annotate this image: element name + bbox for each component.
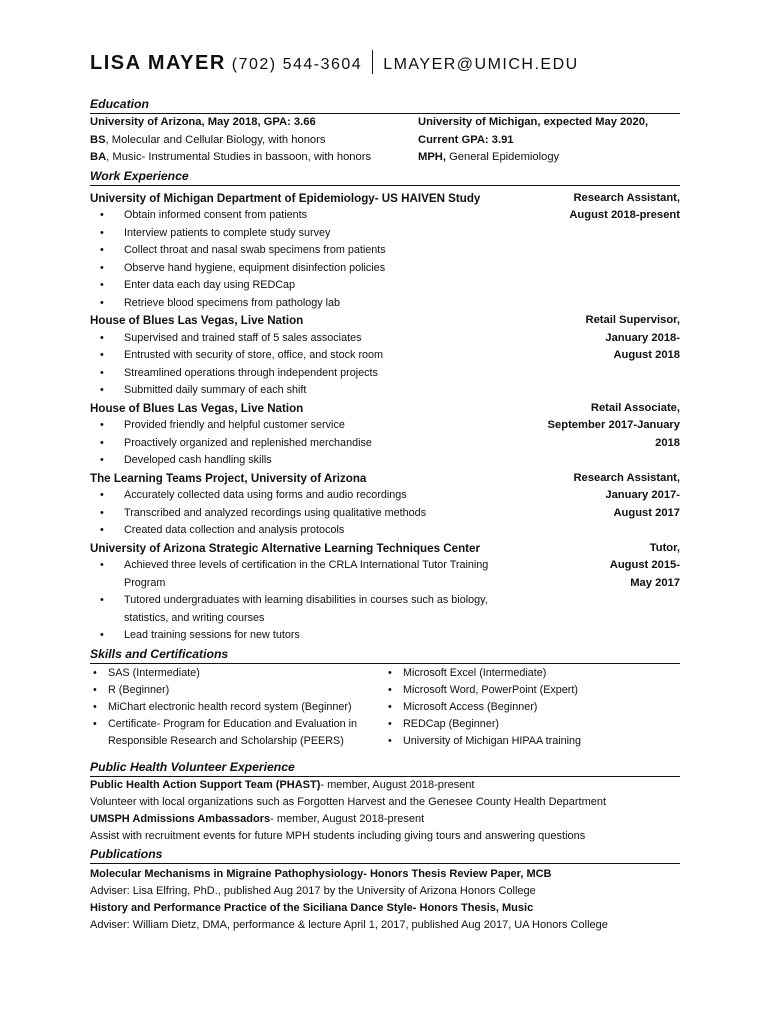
job-bullet: • Provided friendly and helpful customer service xyxy=(90,417,523,435)
job-bullet: • Retrieve blood specimens from pathology lab xyxy=(90,295,523,313)
school-name: University of Arizona, May 2018, GPA: 3.66 xyxy=(90,116,316,128)
skill-item: • R (Beginner) xyxy=(90,682,385,699)
school-name: University of Michigan, expected May 2020, xyxy=(418,116,649,128)
education-arizona xyxy=(90,114,410,167)
full-name: LISA MAYER xyxy=(90,52,226,74)
job-bullet: • Lead training sessions for new tutors xyxy=(90,627,523,645)
skill-item: • Certificate- Program for Education and Evaluation in Responsible Research and Scholarship (PEERS) xyxy=(90,716,385,750)
skill-item: • Microsoft Excel (Intermediate) xyxy=(385,665,680,682)
job-details xyxy=(90,312,523,400)
job-bullet: • Supervised and trained staff of 5 sales associates xyxy=(90,330,523,348)
volunteer-heading: Public Health Volunteer Experience xyxy=(90,758,680,777)
job-role: Retail Associate, xyxy=(590,401,680,414)
job-entry xyxy=(90,540,680,645)
job-organization: University of Arizona Strategic Alternative Learning Techniques Center xyxy=(90,541,480,555)
job-bullet: • Collect throat and nasal swab specimens from patients xyxy=(90,242,523,260)
job-bullet: • Developed cash handling skills xyxy=(90,452,523,470)
volunteer-role: - member, August 2018-present xyxy=(320,778,475,791)
education-section xyxy=(90,114,680,167)
job-bullet: • Transcribed and analyzed recordings using qualitative methods xyxy=(90,505,523,523)
job-bullet: • Obtain informed consent from patients xyxy=(90,207,523,225)
publications-heading: Publications xyxy=(90,845,680,864)
volunteer-organization: Public Health Action Support Team (PHAST) xyxy=(90,778,321,791)
job-entry xyxy=(90,470,680,540)
job-bullet: • Streamlined operations through independent projects xyxy=(90,365,523,383)
resume-header xyxy=(90,50,579,75)
degree-detail: , Music- Instrumental Studies in bassoon, with honors xyxy=(106,151,372,163)
email-address: LMAYER@UMICH.EDU xyxy=(383,56,579,73)
work-heading: Work Experience xyxy=(90,167,680,186)
job-role-dates xyxy=(523,312,680,400)
volunteer-role: - member, August 2018-present xyxy=(270,812,425,825)
job-dates: August 2018 xyxy=(613,349,680,361)
job-organization: House of Blues Las Vegas, Live Nation xyxy=(90,401,304,415)
job-entry xyxy=(90,312,680,400)
skill-item: • University of Michigan HIPAA training xyxy=(385,733,680,750)
job-bullet: • Submitted daily summary of each shift xyxy=(90,382,523,400)
job-bullet: • Interview patients to complete study survey xyxy=(90,225,523,243)
work-section xyxy=(90,190,680,645)
job-bullet: • Accurately collected data using forms and audio recordings xyxy=(90,487,523,505)
volunteer-description: Volunteer with local organizations such as Forgotten Harvest and the Genesee County Health Department xyxy=(90,795,607,808)
degree-detail: , Molecular and Cellular Biology, with honors xyxy=(105,133,326,146)
volunteer-entry xyxy=(90,811,680,828)
skill-item: • SAS (Intermediate) xyxy=(90,665,385,682)
skills-section xyxy=(90,664,680,750)
job-details xyxy=(90,540,523,645)
education-heading: Education xyxy=(90,95,680,114)
education-michigan xyxy=(418,114,680,167)
job-bullet: • Achieved three levels of certification in the CRLA International Tutor Training Program xyxy=(90,557,523,592)
skill-item: • MiChart electronic health record system (Beginner) xyxy=(90,699,385,716)
job-details xyxy=(90,400,523,470)
job-organization: House of Blues Las Vegas, Live Nation xyxy=(90,314,304,327)
job-role: Retail Supervisor, xyxy=(585,314,680,326)
volunteer-organization: UMSPH Admissions Ambassadors xyxy=(90,812,271,825)
job-dates: August 2017 xyxy=(613,506,680,519)
skills-right-column xyxy=(385,665,680,750)
job-dates: 2018 xyxy=(655,436,680,449)
degree-abbr: BA xyxy=(90,151,107,163)
job-dates: August 2015- xyxy=(609,559,680,571)
job-bullet: • Entrusted with security of store, office, and stock room xyxy=(90,347,523,365)
degree-detail: General Epidemiology xyxy=(445,151,560,163)
volunteer-description: Assist with recruitment events for future MPH students including giving tours and answering questions xyxy=(90,829,586,842)
job-organization: The Learning Teams Project, University of Arizona xyxy=(90,471,367,485)
school-gpa: Current GPA: 3.91 xyxy=(418,133,514,146)
skills-left-column xyxy=(90,665,385,750)
job-role-dates xyxy=(523,540,680,645)
phone-number: (702) 544-3604 xyxy=(231,56,363,73)
publication-details: Adviser: William Dietz, DMA, performance & lecture April 1, 2017, published Aug 2017, UA Honors College xyxy=(90,918,608,931)
degree-abbr: MPH, xyxy=(418,151,446,163)
skill-item: • REDCap (Beginner) xyxy=(385,716,680,733)
job-bullets xyxy=(90,207,523,312)
job-details xyxy=(90,470,523,540)
job-role-dates xyxy=(523,470,680,540)
job-details xyxy=(90,190,523,313)
job-role: Research Assistant, xyxy=(573,471,680,484)
job-bullets xyxy=(90,557,523,645)
job-dates: May 2017 xyxy=(630,576,680,589)
job-role-dates xyxy=(523,190,680,313)
resume-body xyxy=(90,95,680,934)
job-bullets xyxy=(90,330,523,400)
job-bullet: • Observe hand hygiene, equipment disinfection policies xyxy=(90,260,523,278)
job-dates: January 2018- xyxy=(605,331,680,344)
job-entry xyxy=(90,190,680,313)
publication-title: Molecular Mechanisms in Migraine Pathophysiology- Honors Thesis Review Paper, MCB xyxy=(90,867,552,880)
publication-details: Adviser: Lisa Elfring, PhD., published Aug 2017 by the University of Arizona Honors College xyxy=(90,884,536,897)
skills-heading: Skills and Certifications xyxy=(90,645,680,664)
job-bullet: • Proactively organized and replenished merchandise xyxy=(90,435,523,453)
publications-section xyxy=(90,866,680,934)
job-bullets xyxy=(90,417,523,470)
job-role: Research Assistant, xyxy=(573,191,680,204)
job-role: Tutor, xyxy=(649,541,680,554)
job-dates: January 2017- xyxy=(605,489,680,501)
header-divider xyxy=(372,50,373,74)
skill-item: • Microsoft Word, PowerPoint (Expert) xyxy=(385,682,680,699)
job-bullets xyxy=(90,487,523,540)
job-role-dates xyxy=(523,400,680,470)
job-dates: August 2018-present xyxy=(569,209,680,221)
volunteer-entry xyxy=(90,777,680,794)
skill-item: • Microsoft Access (Beginner) xyxy=(385,699,680,716)
job-dates: September 2017-January xyxy=(547,419,680,431)
volunteer-section xyxy=(90,777,680,845)
job-entry xyxy=(90,400,680,470)
degree-abbr: BS xyxy=(90,133,106,146)
publication-title: History and Performance Practice of the Siciliana Dance Style- Honors Thesis, Music xyxy=(90,901,534,914)
job-bullet: • Created data collection and analysis protocols xyxy=(90,522,523,540)
job-organization: University of Michigan Department of Epidemiology- US HAIVEN Study xyxy=(90,191,481,205)
job-bullet: • Tutored undergraduates with learning disabilities in courses such as biology, statistics, and writing courses xyxy=(90,592,523,627)
job-bullet: • Enter data each day using REDCap xyxy=(90,277,523,295)
